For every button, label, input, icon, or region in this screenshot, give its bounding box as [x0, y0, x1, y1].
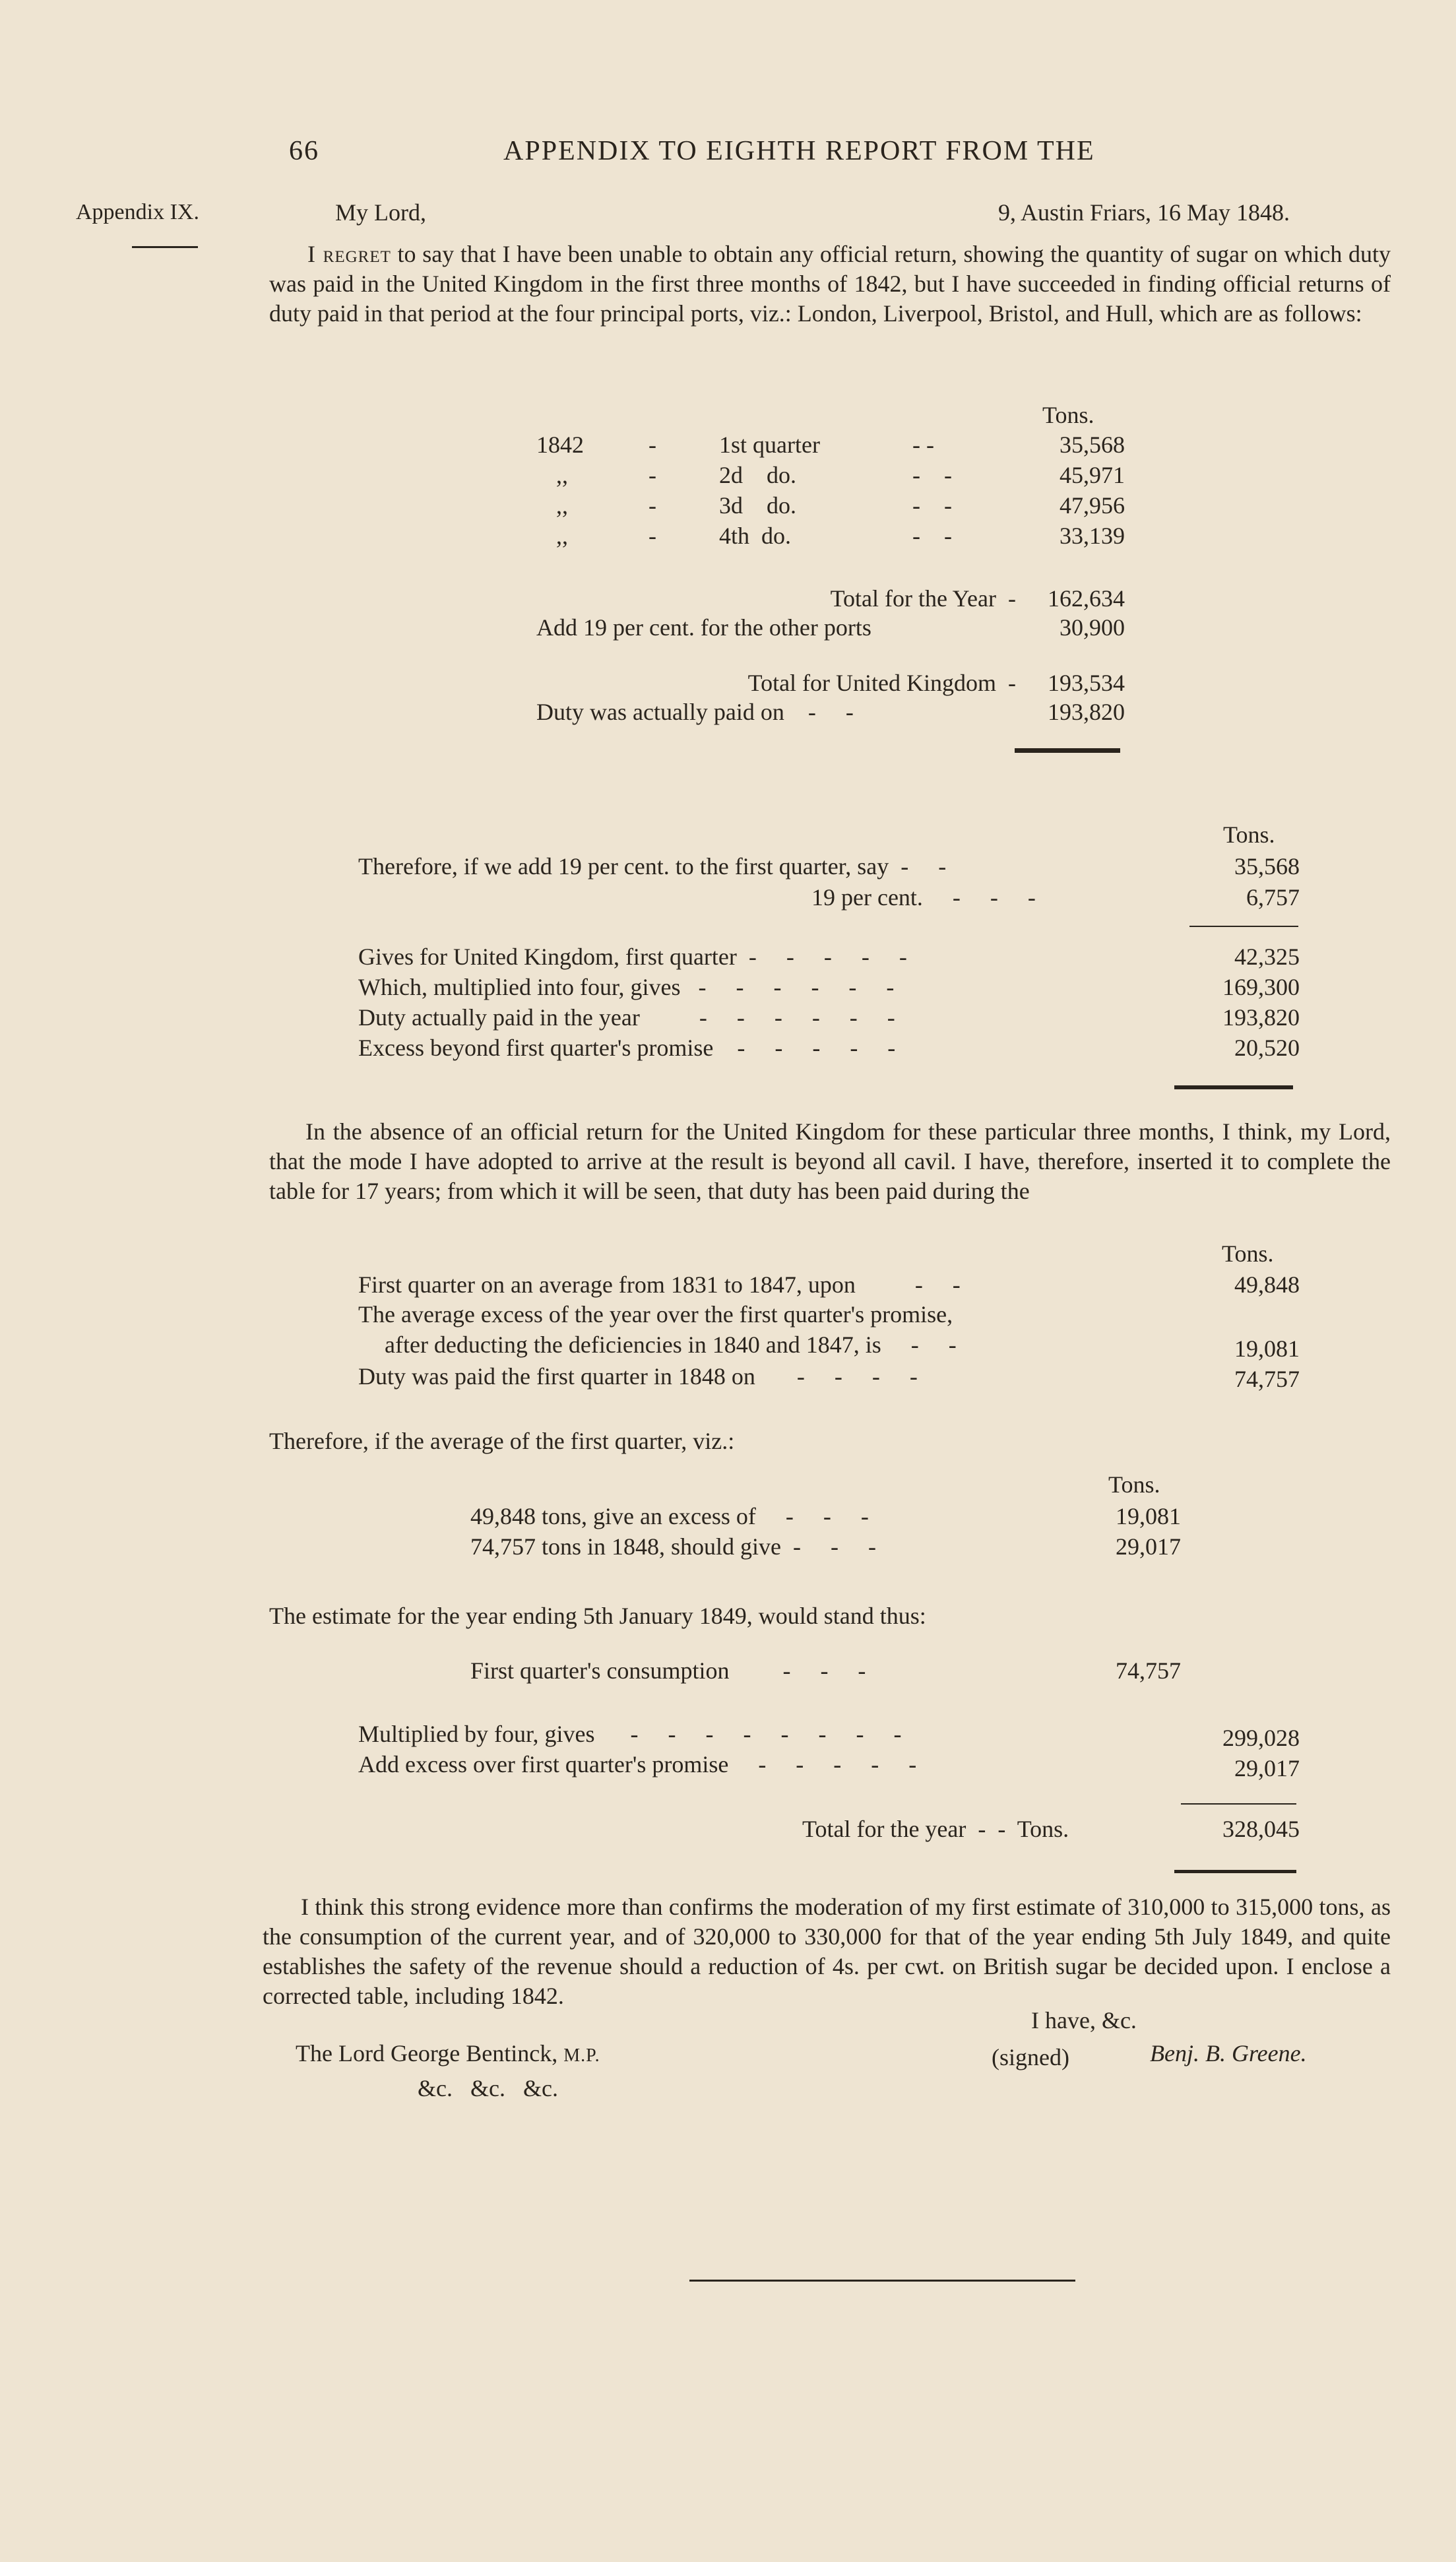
table5-bottom-rule: [1174, 1870, 1296, 1873]
table1-value: 45,971: [1060, 462, 1125, 488]
salutation: My Lord,: [335, 199, 426, 226]
end-rule: [689, 2280, 1075, 2282]
table5-total-value: 328,045: [1222, 1816, 1300, 1842]
table2-unit: Tons.: [1223, 821, 1275, 848]
table2-row2-value: 6,757: [1246, 884, 1300, 911]
paragraph-1-text: to say that I have been unable to obtain any official return, showing the quantity of sugar on which duty was paid in the United Kingdom in the first three months of 1842, but I have succeeded in finding official returns of duty paid in that period at the four principal ports, viz.: London, Liverpool, Bristol, and Hull, which are as follows:: [269, 241, 1391, 327]
table3-row3-value: 19,081: [1234, 1335, 1300, 1362]
table2-row-value: 42,325: [1234, 944, 1300, 970]
table1-total-uk-label: Total for United Kingdom -: [747, 670, 1016, 696]
table5-row3-value: 29,017: [1234, 1755, 1300, 1781]
table1-dash: -: [649, 492, 656, 519]
table5-row1-value: 74,757: [1116, 1657, 1181, 1684]
table1-dashes: - -: [912, 492, 952, 519]
margin-rule: [132, 246, 198, 248]
table5-row2-label: Multiplied by four, gives - - - - - - - -: [358, 1721, 902, 1747]
table1-value: 33,139: [1060, 523, 1125, 549]
table4-row2-value: 29,017: [1116, 1533, 1181, 1560]
page-number: 66: [289, 136, 319, 166]
table1-duty-label: Duty was actually paid on - -: [536, 699, 854, 725]
table1-year: ,,: [556, 492, 568, 519]
table2-row-value: 20,520: [1234, 1035, 1300, 1061]
address-date: 9, Austin Friars, 16 May 1848.: [998, 199, 1290, 226]
table3-row4-value: 74,757: [1234, 1366, 1300, 1392]
table1-add-label: Add 19 per cent. for the other ports: [536, 614, 871, 641]
table5-total-label: Total for the year - - Tons.: [802, 1816, 1069, 1842]
table1-period: 1st quarter: [719, 432, 820, 458]
table1-dashes: - -: [912, 523, 952, 549]
paragraph-1: [269, 240, 1391, 329]
addressee: [296, 2039, 600, 2070]
table3-row2-label: The average excess of the year over the first quarter's promise,: [358, 1301, 953, 1328]
table4-row1-value: 19,081: [1116, 1503, 1181, 1529]
table1-total-uk-value: 193,534: [1048, 670, 1125, 696]
table3-row3-label: after deducting the deficiencies in 1840 and 1847, is - -: [385, 1331, 957, 1358]
table1-dash: -: [649, 432, 656, 458]
table1-year: 1842: [536, 432, 584, 458]
estimate-line: The estimate for the year ending 5th January 1849, would stand thus:: [269, 1603, 926, 1629]
table2-row2-label: 19 per cent. - - -: [811, 884, 1036, 911]
table1-total-year-value: 162,634: [1048, 585, 1125, 612]
table1-duty-value: 193,820: [1048, 699, 1125, 725]
table1-year: ,,: [556, 462, 568, 488]
running-title: APPENDIX TO EIGHTH REPORT FROM THE: [503, 136, 1095, 166]
table5-row2-value: 299,028: [1222, 1725, 1300, 1751]
table2-row-label: Duty actually paid in the year - - - - - -: [358, 1004, 895, 1031]
table2-row-value: 169,300: [1222, 974, 1300, 1000]
table2-bottom-rule: [1174, 1085, 1293, 1089]
table1-dashes: - -: [912, 432, 934, 458]
closing-signed: (signed): [992, 2044, 1069, 2070]
table3-row1-label: First quarter on an average from 1831 to 1847, upon - -: [358, 1271, 961, 1298]
table2-row-label: Excess beyond first quarter's promise - - - - -: [358, 1035, 896, 1061]
margin-note: Appendix IX.: [76, 200, 199, 224]
table1-add-value: 30,900: [1060, 614, 1125, 641]
table2-row-label: Gives for United Kingdom, first quarter - - - - -: [358, 944, 907, 970]
opening-word: I regret: [307, 241, 391, 267]
table1-year: ,,: [556, 523, 568, 549]
addressee-name: The Lord George Bentinck,: [296, 2040, 558, 2066]
table1-value: 35,568: [1060, 432, 1125, 458]
table1-period: 3d do.: [719, 492, 796, 519]
table2-row1-label: Therefore, if we add 19 per cent. to the first quarter, say - -: [358, 853, 947, 880]
table1-total-year-label: Total for the Year -: [830, 585, 1016, 612]
table1-unit: Tons.: [1042, 402, 1094, 428]
therefore-line: Therefore, if the average of the first quarter, viz.:: [269, 1428, 735, 1454]
table5-row1-label: First quarter's consumption - - -: [470, 1657, 866, 1684]
table1-dashes: - -: [912, 462, 952, 488]
table5-sum-rule: [1181, 1803, 1296, 1805]
table2-row1-value: 35,568: [1234, 853, 1300, 880]
table4-row1-label: 49,848 tons, give an excess of - - -: [470, 1503, 869, 1529]
table5-row3-label: Add excess over first quarter's promise - - - - -: [358, 1751, 917, 1777]
table1-bottom-rule: [1015, 748, 1120, 753]
table1-value: 47,956: [1060, 492, 1125, 519]
table3-row1-value: 49,848: [1234, 1271, 1300, 1298]
addressee-title: M.P.: [563, 2045, 600, 2066]
table1-dash: -: [649, 523, 656, 549]
table2-sum-rule: [1189, 926, 1298, 927]
table1-period: 4th do.: [719, 523, 792, 549]
addressee-etc: &c. &c. &c.: [418, 2075, 558, 2101]
closing-i-have: I have, &c.: [1031, 2007, 1137, 2034]
paragraph-3: I think this strong evidence more than confirms the moderation of my first estimate of 310,000 to 315,000 tons, as the consumption of the current year, and of 320,000 to 330,000 for that of the year ending 5th July 1849, and quite establishes the safety of the revenue should a reduction of 4s. per cwt. on British sugar be decided upon. I enclose a corrected table, including 1842.: [263, 1894, 1391, 2009]
table4-row2-label: 74,757 tons in 1848, should give - - -: [470, 1533, 876, 1560]
table3-row4-label: Duty was paid the first quarter in 1848 on - - - -: [358, 1363, 918, 1390]
signature: [1150, 2039, 1307, 2068]
table1-period: 2d do.: [719, 462, 796, 488]
table2-row-value: 193,820: [1222, 1004, 1300, 1031]
table2-row-label: Which, multiplied into four, gives - - - - - -: [358, 974, 895, 1000]
paragraph-2: In the absence of an official return for the United Kingdom for these particular three months, I think, my Lord, that the mode I have adopted to arrive at the result is beyond all cavil. I have, therefore, inserted it to complete the table for 17 years; from which it will be seen, that duty has been paid during the: [269, 1118, 1391, 1204]
table3-unit: Tons.: [1222, 1240, 1274, 1267]
table1-dash: -: [649, 462, 656, 488]
signature-text: Benj. B. Greene.: [1150, 2040, 1307, 2066]
table4-unit: Tons.: [1108, 1471, 1160, 1498]
